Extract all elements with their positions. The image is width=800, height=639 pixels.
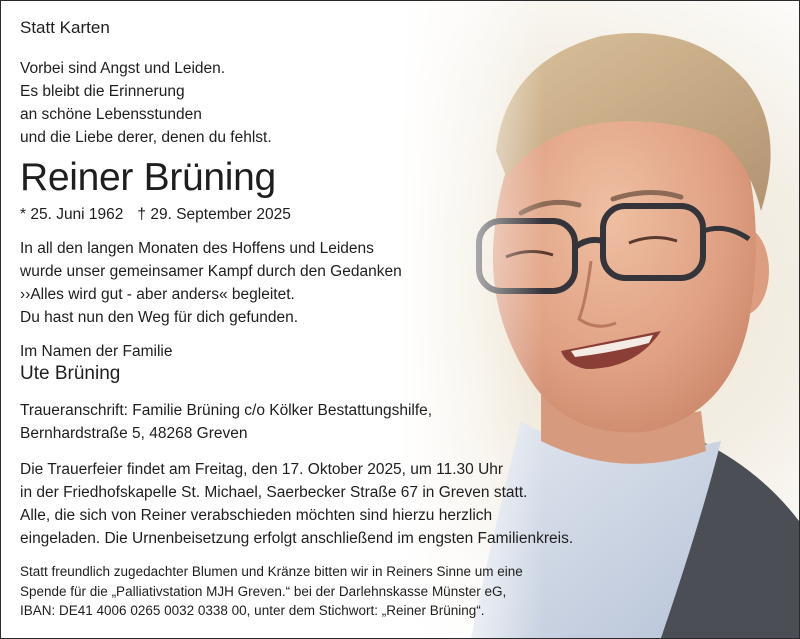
message-line: ››Alles wird gut - aber anders« begleitet. bbox=[20, 286, 295, 303]
signature-name: Ute Brüning bbox=[20, 363, 121, 384]
life-dates bbox=[20, 206, 291, 224]
message-line: In all den langen Monaten des Hoffens und Leidens bbox=[20, 240, 374, 257]
ceremony-line: in der Friedhofskapelle St. Michael, Saerbecker Straße 67 in Greven statt. bbox=[20, 484, 528, 501]
ceremony-line: Alle, die sich von Reiner verabschieden möchten sind hierzu herzlich bbox=[20, 507, 493, 524]
ceremony-line: eingeladen. Die Urnenbeisetzung erfolgt anschließend im engsten Familienkreis. bbox=[20, 530, 574, 547]
death-date: † 29. September 2025 bbox=[137, 206, 291, 223]
ceremony-line: Die Trauerfeier findet am Freitag, den 17. Oktober 2025, um 11.30 Uhr bbox=[20, 461, 504, 478]
header-label: Statt Karten bbox=[20, 18, 110, 37]
ceremony-info bbox=[20, 458, 573, 550]
verse-line: Vorbei sind Angst und Leiden. bbox=[20, 60, 226, 77]
donation-line: Statt freundlich zugedachter Blumen und Kränze bitten wir in Reiners Sinne um eine bbox=[20, 564, 523, 579]
signature-intro: Im Namen der Familie bbox=[20, 343, 173, 360]
verse-line: an schöne Lebensstunden bbox=[20, 106, 202, 123]
verse bbox=[20, 57, 272, 149]
mourning-address bbox=[20, 399, 432, 445]
verse-line: Es bleibt die Erinnerung bbox=[20, 83, 185, 100]
message bbox=[20, 237, 402, 329]
donation-line: IBAN: DE41 4006 0265 0032 0338 00, unter dem Stichwort: „Reiner Brüning“. bbox=[20, 603, 485, 618]
message-line: wurde unser gemeinsamer Kampf durch den Gedanken bbox=[20, 263, 402, 280]
donation-info bbox=[20, 562, 523, 621]
donation-line: Spende für die „Palliativstation MJH Greven.“ bei der Darlehnskasse Münster eG, bbox=[20, 583, 507, 599]
verse-line: und die Liebe derer, denen du fehlst. bbox=[20, 129, 272, 146]
address-line: Traueranschrift: Familie Brüning c/o Kölker Bestattungshilfe, bbox=[20, 402, 433, 419]
message-line: Du hast nun den Weg für dich gefunden. bbox=[20, 309, 299, 326]
address-line: Bernhardstraße 5, 48268 Greven bbox=[20, 425, 248, 442]
birth-date: * 25. Juni 1962 bbox=[20, 206, 124, 223]
deceased-name: Reiner Brüning bbox=[20, 156, 276, 199]
